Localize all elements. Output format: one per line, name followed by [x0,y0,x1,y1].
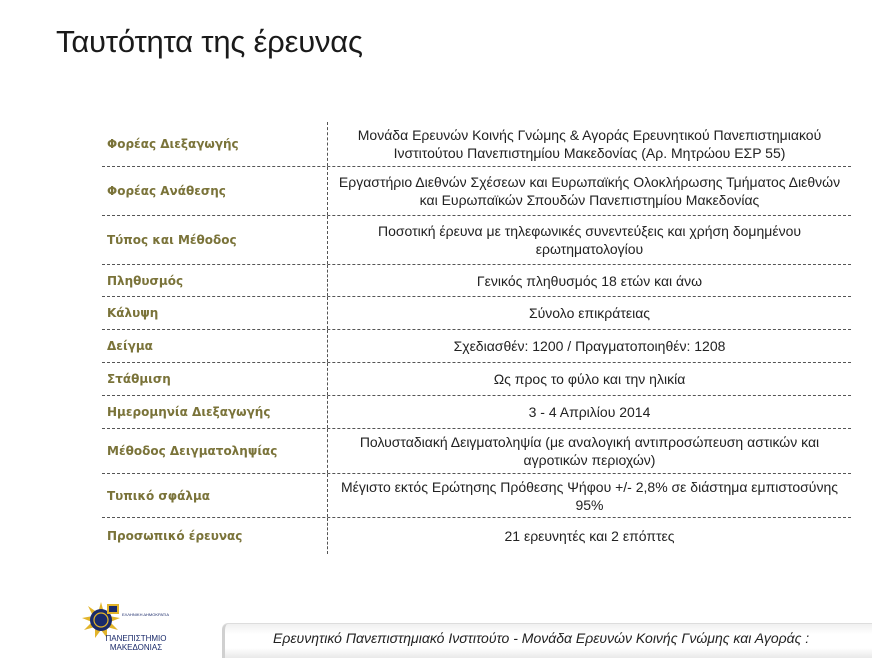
row-value: Μονάδα Ερευνών Κοινής Γνώμης & Αγοράς Ερευνητικού Πανεπιστημιακού Ινστιτούτου Πανεπιστημίου Μακεδονίας (Αρ. Μητρώου ΕΣΡ 55) [357,127,822,161]
table-row [102,396,851,429]
table-row [102,167,851,216]
table-row [102,265,851,297]
table-row [102,216,851,265]
row-value: Σύνολο επικράτειας [528,305,651,321]
table-row [102,297,851,330]
row-value: Ποσοτική έρευνα με τηλεφωνικές συνεντεύξεις και χρήση δομημένου ερωτηματολογίου [377,223,802,257]
table-row [102,518,851,554]
table-row [102,122,851,167]
row-value: Γενικός πληθυσμός 18 ετών και άνω [476,272,703,289]
row-label: Στάθμιση [102,363,328,395]
row-value: Εργαστήριο Διεθνών Σχέσεων και Ευρωπαϊκής Ολοκλήρωσης Τμήματος Διεθνών και Ευρωπαϊκών Σπουδών Πανεπιστημίου Μακεδονίας [338,174,841,208]
row-value: Μέγιστο εκτός Ερώτησης Πρόθεσης Ψήφου +/- 2,8% σε διάστημα εμπιστοσύνης 95% [341,478,838,513]
footer-text: Ερευνητικό Πανεπιστημιακό Ινστιτούτο - Μονάδα Ερευνών Κοινής Γνώμης και Αγοράς : [273,630,810,646]
table-row [102,429,851,474]
row-value: 3 - 4 Απριλίου 2014 [528,404,651,420]
research-identity-table [102,122,851,554]
table-row [102,330,851,363]
logo-small-text: ΕΛΛΗΝΙΚΗ ΔΗΜΟΚΡΑΤΙΑ [122,612,169,617]
logo-caption: ΠΑΝΕΠΙΣΤΗΜΙΟ ΜΑΚΕΔΟΝΙΑΣ [105,634,167,652]
row-label: Ημερομηνία Διεξαγωγής [102,396,328,428]
row-value: Πολυσταδιακή Δειγματοληψία (με αναλογική αντιπροσώπευση αστικών και αγροτικών περιοχών) [359,434,820,468]
row-label: Τύπος και Μέθοδος [102,216,328,264]
row-value: Ως προς το φύλο και την ηλικία [493,371,686,387]
row-label: Μέθοδος Δειγματοληψίας [102,429,328,473]
row-label: Δείγμα [102,330,328,362]
table-row [102,474,851,518]
row-value: 21 ερευνητές και 2 επόπτες [504,528,675,544]
table-row [102,363,851,396]
sun-emblem-icon [82,602,120,638]
row-label: Κάλυψη [102,297,328,329]
row-value: Σχεδιασθέν: 1200 / Πραγματοποιηθέν: 1208 [453,338,726,354]
page-title: Ταυτότητα της έρευνας [56,24,363,59]
row-label: Προσωπικό έρευνας [102,518,328,554]
row-label: Φορέας Διεξαγωγής [102,122,328,166]
row-label: Πληθυσμός [102,265,328,296]
row-label: Φορέας Ανάθεσης [102,167,328,215]
row-label: Τυπικό σφάλμα [102,474,328,517]
